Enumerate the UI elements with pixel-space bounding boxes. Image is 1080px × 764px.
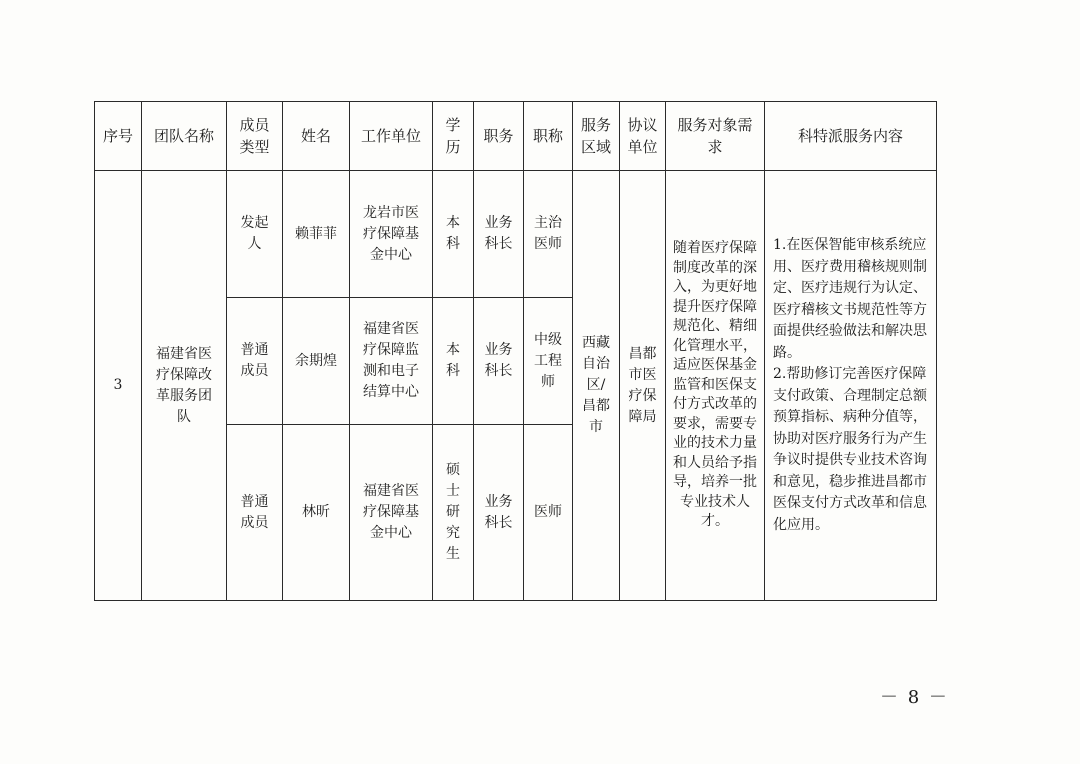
member-title-cell: 医师 <box>524 425 573 601</box>
member-position-cell: 业务 科长 <box>474 425 524 601</box>
member-title-cell: 中级 工程 师 <box>524 298 573 425</box>
header-service-need: 服务对象需 求 <box>666 102 765 171</box>
service-team-table <box>94 101 937 601</box>
member-type-cell: 普通 成员 <box>227 425 283 601</box>
header-service-content: 科特派服务内容 <box>765 102 937 171</box>
header-name: 姓名 <box>283 102 350 171</box>
header-service-area: 服务 区域 <box>573 102 620 171</box>
member-type-cell: 发起 人 <box>227 171 283 298</box>
member-education-cell: 硕 士 研 究 生 <box>433 425 474 601</box>
header-work-unit: 工作单位 <box>350 102 433 171</box>
team-name-cell: 福建省医 疗保障改 革服务团 队 <box>142 171 227 601</box>
seq-cell: 3 <box>95 171 142 601</box>
header-agreement-unit: 协议 单位 <box>620 102 666 171</box>
agreement-unit-cell: 昌都 市医 疗保 障局 <box>620 171 666 601</box>
header-title: 职称 <box>524 102 573 171</box>
member-position-cell: 业务 科长 <box>474 171 524 298</box>
service-team-table-wrapper <box>94 101 936 601</box>
member-position-cell: 业务 科长 <box>474 298 524 425</box>
header-team-name: 团队名称 <box>142 102 227 171</box>
header-position: 职务 <box>474 102 524 171</box>
member-name-cell: 林昕 <box>283 425 350 601</box>
member-name-cell: 赖菲菲 <box>283 171 350 298</box>
member-unit-cell: 福建省医 疗保障监 测和电子 结算中心 <box>350 298 433 425</box>
service-need-cell: 随着医疗保障制度改革的深入，为更好地提升医疗保障规范化、精细化管理水平，适应医保基金监管和医保支付方式改革的要求，需要专业的技术力量和人员给予指导，培养一批专业技术人才。 <box>666 171 765 601</box>
service-content-cell: 1.在医保智能审核系统应用、医疗费用稽核规则制定、医疗违规行为认定、医疗稽核文书规范性等方面提供经验做法和解决思路。 2.帮助修订完善医疗保障支付政策、合理制定总额预算指标、病种分值等，协助对医疗服务行为产生争议时提供专业技术咨询和意见，稳步推进昌都市医保支付方式改革和信息化应用。 <box>765 171 937 601</box>
member-name-cell: 余期煌 <box>283 298 350 425</box>
table-row <box>95 171 937 298</box>
member-title-cell: 主治 医师 <box>524 171 573 298</box>
member-unit-cell: 福建省医 疗保障基 金中心 <box>350 425 433 601</box>
page-number: － 8 － <box>880 687 949 708</box>
header-seq: 序号 <box>95 102 142 171</box>
header-member-type: 成员 类型 <box>227 102 283 171</box>
member-education-cell: 本 科 <box>433 298 474 425</box>
table-header-row <box>95 102 937 171</box>
member-unit-cell: 龙岩市医 疗保障基 金中心 <box>350 171 433 298</box>
service-area-cell: 西藏 自治 区/ 昌都 市 <box>573 171 620 601</box>
header-education: 学 历 <box>433 102 474 171</box>
member-education-cell: 本 科 <box>433 171 474 298</box>
member-type-cell: 普通 成员 <box>227 298 283 425</box>
